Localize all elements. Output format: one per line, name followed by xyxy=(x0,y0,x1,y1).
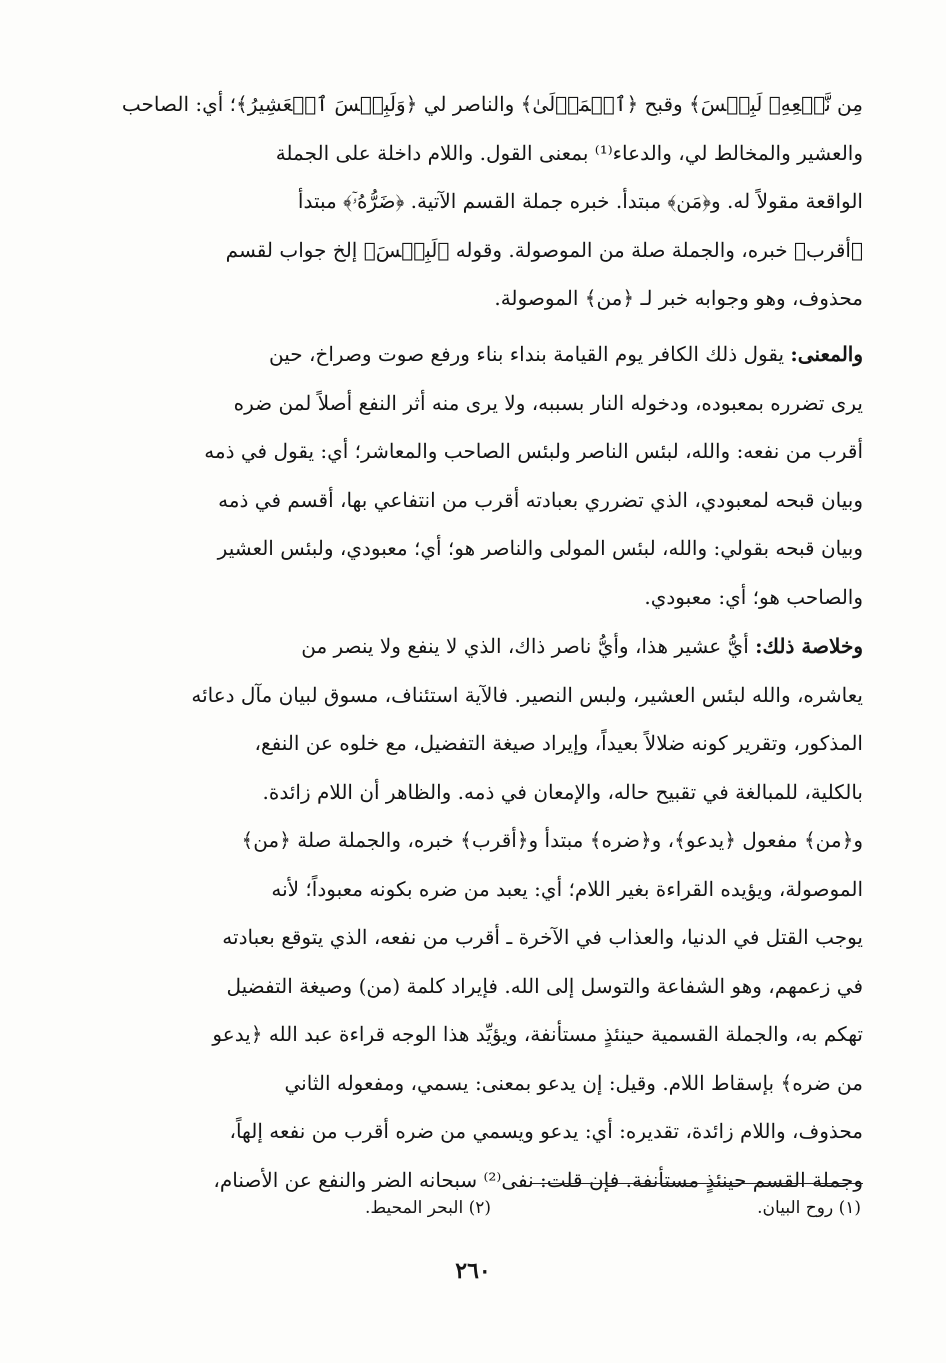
text-line: مِن نَّفۡعِهِۦ لَبِئۡسَ﴾ وقبح ﴿ٱلۡمَوۡلَىٰ﴾ والناصر لي ﴿وَلَبِئۡسَ ٱلۡعَشِيرُ﴾؛ أي: الصاحب xyxy=(121,92,863,116)
text-line: في زعمهم، وهو الشفاعة والتوسل إلى الله. فإيراد كلمة (من) وصيغة التفضيل xyxy=(226,973,863,998)
text-line: وجملة القسم حينئذٍ مستأنفة. فإن قلت: نفى⁽²⁾ سبحانه الضر والنفع عن الأصنام، xyxy=(213,1167,863,1192)
text-line: تهكم به، والجملة القسمية حينئذٍ مستأنفة، ويؤيِّد هذا الوجه قراءة عبد الله ﴿يدعو xyxy=(212,1022,863,1046)
text-line: محذوف، واللام زائدة، تقديره: أي: يدعو ويسمي من ضره أقرب من نفعه إلهاً، xyxy=(229,1119,863,1143)
text-fragment: يقول ذلك الكافر يوم القيامة بنداء بناء ورفع صوت وصراخ، حين xyxy=(269,342,791,366)
text-fragment: أيُّ عشير هذا، وأيُّ ناصر ذاك، الذي لا ينفع ولا ينصر من xyxy=(301,634,756,658)
footnote-2: (٢) البحر المحيط. xyxy=(365,1198,491,1218)
text-line: الموصولة، ويؤيده القراءة بغير اللام؛ أي: يعبد من ضره بكونه معبوداً؛ لأنه xyxy=(271,876,863,901)
text-line: ﴿أقرب﴾ خبره، والجملة صلة من الموصولة. وقوله ﴿لَبِئۡسَ﴾ إلخ جواب لقسم xyxy=(225,237,863,262)
text-line: المذكور، وتقرير كونه ضلالاً بعيداً، وإيراد صيغة التفضيل، مع خلوه عن النفع، xyxy=(254,731,863,755)
footnote-divider xyxy=(530,1183,863,1184)
text-line: وبيان قبحه بقولي: والله، لبئس المولى والناصر هو؛ أي؛ معبودي، ولبئس العشير xyxy=(217,536,863,560)
paragraph-tafsir-grammar xyxy=(85,80,863,323)
text-line: والصاحب هو؛ أي: معبودي. xyxy=(644,584,863,609)
text-line xyxy=(85,622,863,671)
paragraph-lead-heading: والمعنى: xyxy=(790,342,863,366)
paragraph-meaning xyxy=(85,330,863,621)
text-line: وبيان قبحه لمعبودي، الذي تضرري بعبادته أقرب من انتفاعي بها، أقسم في ذمه xyxy=(218,487,863,512)
paragraph-summary xyxy=(85,622,863,1204)
text-line: و﴿من﴾ مفعول ﴿يدعو﴾، و﴿ضره﴾ مبتدأ و﴿أقرب﴾ خبره، والجملة صلة ﴿من﴾ xyxy=(241,828,863,852)
footnote-1: (١) روح البيان. xyxy=(757,1198,861,1218)
text-line: أقرب من نفعه: والله، لبئس الناصر ولبئس الصاحب والمعاشر؛ أي: يقول في ذمه xyxy=(204,439,863,463)
text-line: والعشير والمخالط لي، والدعاء⁽¹⁾ بمعنى القول. واللام داخلة على الجملة xyxy=(275,140,863,165)
page-number: ٢٦٠ xyxy=(455,1258,491,1284)
text-line: من ضره﴾ بإسقاط اللام. وقيل: إن يدعو بمعنى: يسمي، ومفعوله الثاني xyxy=(284,1070,863,1095)
text-line: يوجب القتل في الدنيا، والعذاب في الآخرة ـ أقرب من نفعه، الذي يتوقع بعبادته xyxy=(222,925,863,949)
paragraph-lead-heading: وخلاصة ذلك: xyxy=(755,634,863,658)
text-line: بالكلية، للمبالغة في تقبيح حاله، والإمعان في ذمه. والظاهر أن اللام زائدة. xyxy=(262,779,863,804)
text-line xyxy=(85,330,863,379)
text-line: يرى تضرره بمعبوده، ودخوله النار بسببه، ولا يرى منه أثر النفع أصلاً لمن ضره xyxy=(233,390,863,415)
text-line: الواقعة مقولاً له. و﴿مَن﴾ مبتدأ. خبره جملة القسم الآتية. ﴿ضَرُّهُۥٓ﴾ مبتدأ xyxy=(297,189,863,213)
text-line: يعاشره، والله لبئس العشير، ولبس النصير. فالآية استئناف، مسوق لبيان مآل دعائه xyxy=(191,682,863,707)
text-line: محذوف، وهو وجوابه خبر لـ ﴿من﴾ الموصولة. xyxy=(494,286,863,310)
